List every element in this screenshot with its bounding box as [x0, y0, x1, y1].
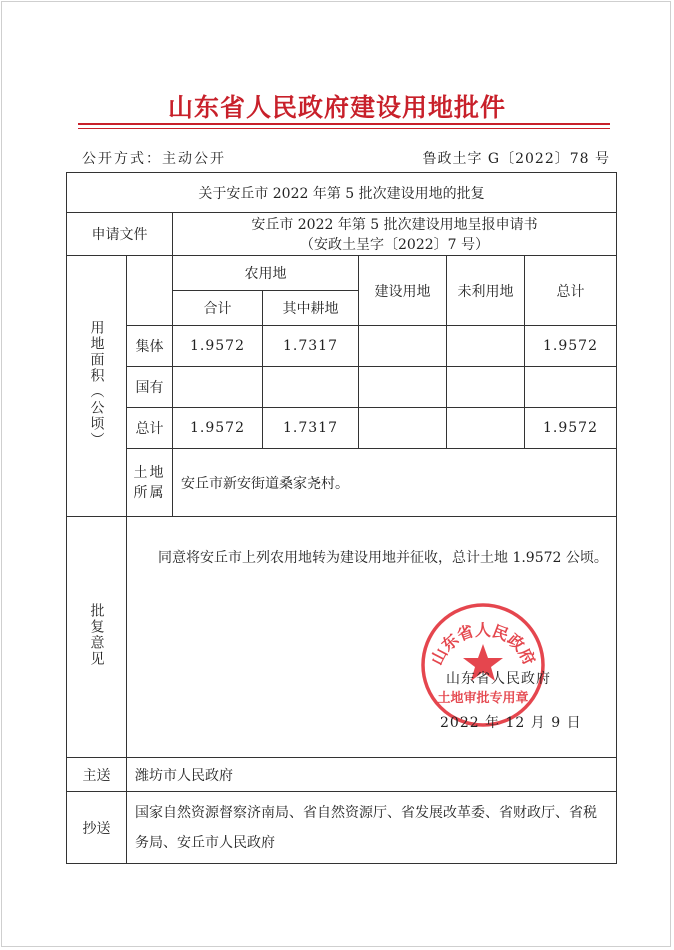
cell-total	[173, 367, 263, 408]
signer: 山东省人民政府	[446, 671, 551, 687]
opinion-label	[67, 517, 127, 758]
opinion-label-text: 批复意见	[88, 603, 105, 667]
cell-grand-total	[525, 367, 617, 408]
disclosure-mode: 公开方式：主动公开	[82, 151, 226, 167]
cell-cultivated	[263, 367, 359, 408]
cell-grand-total: 1.9572	[525, 326, 617, 367]
col-grand-total: 总计	[525, 256, 617, 326]
cell-unused	[447, 367, 525, 408]
table-row	[67, 367, 617, 408]
apply-label: 申请文件	[67, 213, 173, 256]
area-label	[67, 256, 127, 517]
blank-header-cell	[127, 256, 173, 326]
col-total: 合计	[173, 291, 263, 326]
apply-line2: （安政土呈字〔2022〕7 号）	[300, 237, 489, 253]
apply-document	[173, 213, 617, 256]
cc-label: 抄送	[67, 792, 127, 864]
seal-bottom-text: 土地审批专用章	[437, 691, 529, 706]
cell-unused	[447, 408, 525, 449]
cell-cultivated: 1.7317	[263, 408, 359, 449]
cell-grand-total: 1.9572	[525, 408, 617, 449]
table-row	[67, 326, 617, 367]
cell-total: 1.9572	[173, 326, 263, 367]
main-recipient: 潍坊市人民政府	[127, 758, 617, 792]
opinion-text: 同意将安丘市上列农用地转为建设用地并征收，总计土地 1.9572 公顷。	[158, 550, 608, 566]
col-farmland: 农用地	[173, 256, 359, 291]
red-rule-thin	[78, 128, 610, 129]
main-recipient-label: 主送	[67, 758, 127, 792]
cell-construction	[359, 408, 447, 449]
cell-construction	[359, 367, 447, 408]
seal-top-text: 山东省人民政府	[426, 620, 540, 669]
cell-unused	[447, 326, 525, 367]
col-construction: 建设用地	[359, 256, 447, 326]
row-name: 总计	[127, 408, 173, 449]
area-label-text: 用地面积（公顷）	[88, 320, 105, 448]
cell-total: 1.9572	[173, 408, 263, 449]
ownership-value: 安丘市新安街道桑家尧村。	[173, 449, 617, 517]
sign-date: 2022 年 12 月 9 日	[440, 715, 582, 731]
ownership-label-text: 土地所属	[133, 464, 166, 501]
document-title: 山东省人民政府建设用地批件	[167, 93, 506, 122]
approval-subject: 关于安丘市 2022 年第 5 批次建设用地的批复	[67, 173, 617, 213]
table-row	[67, 408, 617, 449]
apply-line1: 安丘市 2022 年第 5 批次建设用地呈报申请书	[251, 217, 538, 233]
approval-table	[66, 172, 617, 864]
cc-recipients: 国家自然资源督察济南局、省自然资源厅、省发展改革委、省财政厅、省税务局、安丘市人民政府	[127, 792, 617, 864]
cell-cultivated: 1.7317	[263, 326, 359, 367]
col-cultivated: 其中耕地	[263, 291, 359, 326]
col-unused: 未利用地	[447, 256, 525, 326]
cell-construction	[359, 326, 447, 367]
document-number: 鲁政土字 G〔2022〕78 号	[422, 151, 610, 167]
row-name: 集体	[127, 326, 173, 367]
ownership-label	[127, 449, 173, 517]
red-rule	[78, 123, 610, 125]
official-seal	[418, 600, 548, 730]
row-name: 国有	[127, 367, 173, 408]
